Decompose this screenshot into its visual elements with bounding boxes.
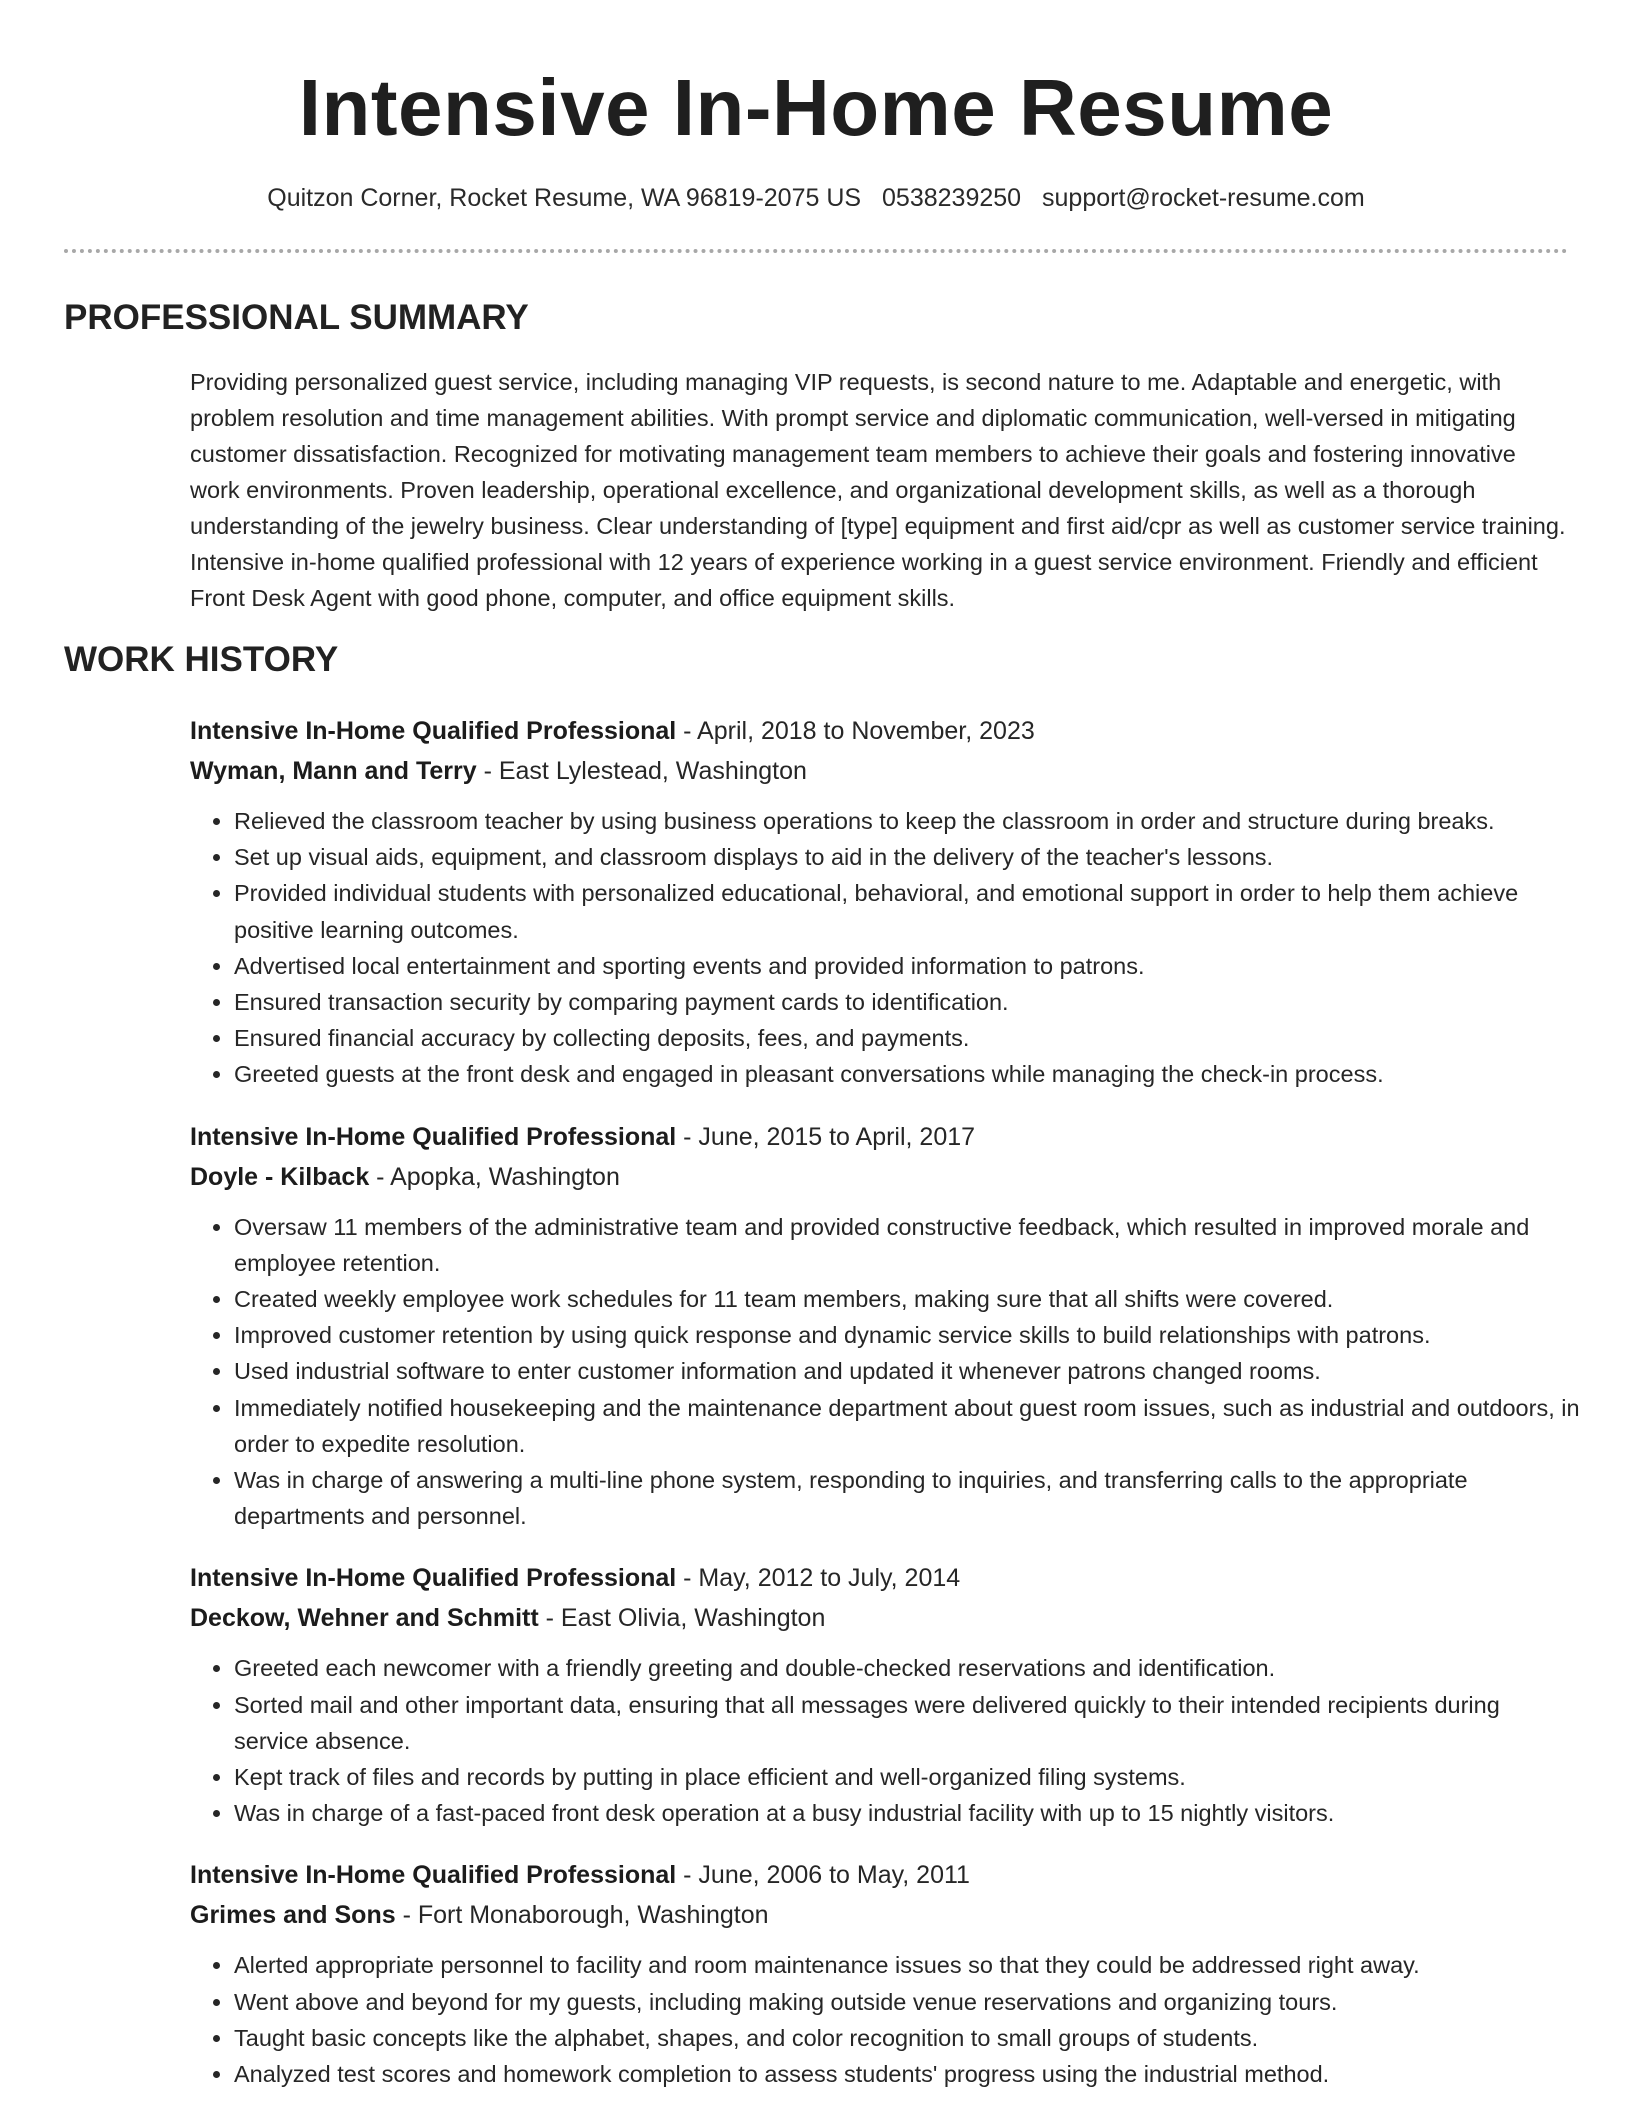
- header-divider: [64, 249, 1568, 253]
- job-role: Intensive In-Home Qualified Professional: [190, 1861, 677, 1890]
- job-bullet: • Relieved the classroom teacher by using business operations to keep the classroom in order and structure during breaks.: [234, 803, 1580, 839]
- summary-heading: PROFESSIONAL SUMMARY: [64, 298, 529, 337]
- job-entry: [190, 711, 1580, 1093]
- job-location: - Fort Monaborough, Washington: [395, 1901, 769, 1930]
- job-bullet: • Alerted appropriate personnel to facility and room maintenance issues so that they could be addressed right away.: [234, 1947, 1580, 1983]
- job-company: Wyman, Mann and Terry: [190, 757, 477, 785]
- job-bullet: • Greeted each newcomer with a friendly greeting and double-checked reservations and identification.: [234, 1650, 1580, 1686]
- job-bullet: • Provided individual students with personalized educational, behavioral, and emotional support in order to help them achieve positive learning outcomes.: [234, 875, 1580, 947]
- job-title-line: [190, 711, 1580, 751]
- job-role: Intensive In-Home Qualified Professional: [190, 717, 677, 745]
- job-bullet: • Set up visual aids, equipment, and classroom displays to aid in the delivery of the teacher's lessons.: [234, 839, 1580, 875]
- job-entry: [190, 1558, 1580, 1831]
- job-company: Doyle - Kilback: [190, 1162, 370, 1191]
- job-location: - East Lylestead, Washington: [476, 757, 807, 785]
- job-dates: - June, 2006 to May, 2011: [676, 1861, 970, 1890]
- work-history-list: [190, 711, 1580, 2116]
- contact-info: [0, 180, 1632, 216]
- job-bullet: • Went above and beyond for my guests, including making outside venue reservations and organizing tours.: [234, 1984, 1580, 2020]
- job-company: Deckow, Wehner and Schmitt: [190, 1604, 539, 1633]
- job-bullet: • Greeted guests at the front desk and engaged in pleasant conversations while managing the check-in process.: [234, 1056, 1580, 1092]
- job-bullet: • Used industrial software to enter customer information and updated it whenever patrons changed rooms.: [234, 1353, 1580, 1389]
- job-role: Intensive In-Home Qualified Professional: [190, 1122, 677, 1151]
- job-role: Intensive In-Home Qualified Professional: [190, 1564, 677, 1593]
- job-dates: - April, 2018 to November, 2023: [676, 717, 1035, 745]
- job-title-line: [190, 1117, 1580, 1157]
- job-company-line: [190, 1157, 1580, 1197]
- job-entry: [190, 1855, 1580, 2092]
- contact-address: Quitzon Corner, Rocket Resume, WA 96819-2075 US: [267, 184, 862, 212]
- job-location: - East Olivia, Washington: [538, 1604, 826, 1633]
- summary-text: Providing personalized guest service, including managing VIP requests, is second nature to me. Adaptable and energetic, with problem resolution and time management abilities. With prompt service and diplomatic communication, well-versed in mitigating customer dissatisfaction. Recognized for motivating management team members to achieve their goals and fostering innovative work environments. Proven leadership, operational excellence, and organizational development skills, as well as a thorough understanding of the jewelry business. Clear understanding of [type] equipment and first aid/cpr as well as customer service training. Intensive in-home qualified professional with 12 years of experience working in a guest service environment. Friendly and efficient Front Desk Agent with good phone, computer, and office equipment skills.: [190, 369, 1566, 611]
- job-bullet: • Was in charge of a fast-paced front desk operation at a busy industrial facility with up to 15 nightly visitors.: [234, 1795, 1580, 1831]
- job-bullets: [190, 1947, 1580, 2092]
- job-bullet: • Analyzed test scores and homework completion to assess students' progress using the industrial method.: [234, 2056, 1580, 2092]
- job-bullet: • Kept track of files and records by putting in place efficient and well-organized filing systems.: [234, 1759, 1580, 1795]
- job-bullet: • Advertised local entertainment and sporting events and provided information to patrons.: [234, 948, 1580, 984]
- job-dates: - May, 2012 to July, 2014: [676, 1564, 961, 1593]
- job-bullet: • Created weekly employee work schedules for 11 team members, making sure that all shifts were covered.: [234, 1281, 1580, 1317]
- work-history-heading: WORK HISTORY: [64, 640, 339, 679]
- job-entry: [190, 1117, 1580, 1535]
- job-bullets: [190, 1209, 1580, 1535]
- job-location: - Apopka, Washington: [369, 1162, 620, 1191]
- job-bullet: • Ensured transaction security by comparing payment cards to identification.: [234, 984, 1580, 1020]
- job-bullet: • Improved customer retention by using quick response and dynamic service skills to build relationships with patrons.: [234, 1317, 1580, 1353]
- job-company-line: [190, 751, 1580, 791]
- job-bullet: • Immediately notified housekeeping and the maintenance department about guest room issues, such as industrial and outdoors, in order to expedite resolution.: [234, 1390, 1580, 1462]
- contact-phone: 0538239250: [882, 184, 1022, 212]
- job-dates: - June, 2015 to April, 2017: [676, 1122, 976, 1151]
- job-bullet: • Was in charge of answering a multi-line phone system, responding to inquiries, and transferring calls to the appropriate departments and personnel.: [234, 1462, 1580, 1534]
- contact-email: support@rocket-resume.com: [1042, 184, 1365, 212]
- job-bullet: • Sorted mail and other important data, ensuring that all messages were delivered quickly to their intended recipients during service absence.: [234, 1687, 1580, 1759]
- job-bullet: • Ensured financial accuracy by collecting deposits, fees, and payments.: [234, 1020, 1580, 1056]
- job-company-line: [190, 1598, 1580, 1638]
- job-company-line: [190, 1895, 1580, 1935]
- job-title-line: [190, 1558, 1580, 1598]
- job-title-line: [190, 1855, 1580, 1895]
- job-bullet: • Taught basic concepts like the alphabet, shapes, and color recognition to small groups of students.: [234, 2020, 1580, 2056]
- resume-title: Intensive In-Home Resume: [298, 63, 1334, 152]
- job-bullets: [190, 1650, 1580, 1831]
- job-bullet: • Oversaw 11 members of the administrative team and provided constructive feedback, which resulted in improved morale and employee retention.: [234, 1209, 1580, 1281]
- job-bullets: [190, 803, 1580, 1093]
- job-company: Grimes and Sons: [190, 1901, 396, 1930]
